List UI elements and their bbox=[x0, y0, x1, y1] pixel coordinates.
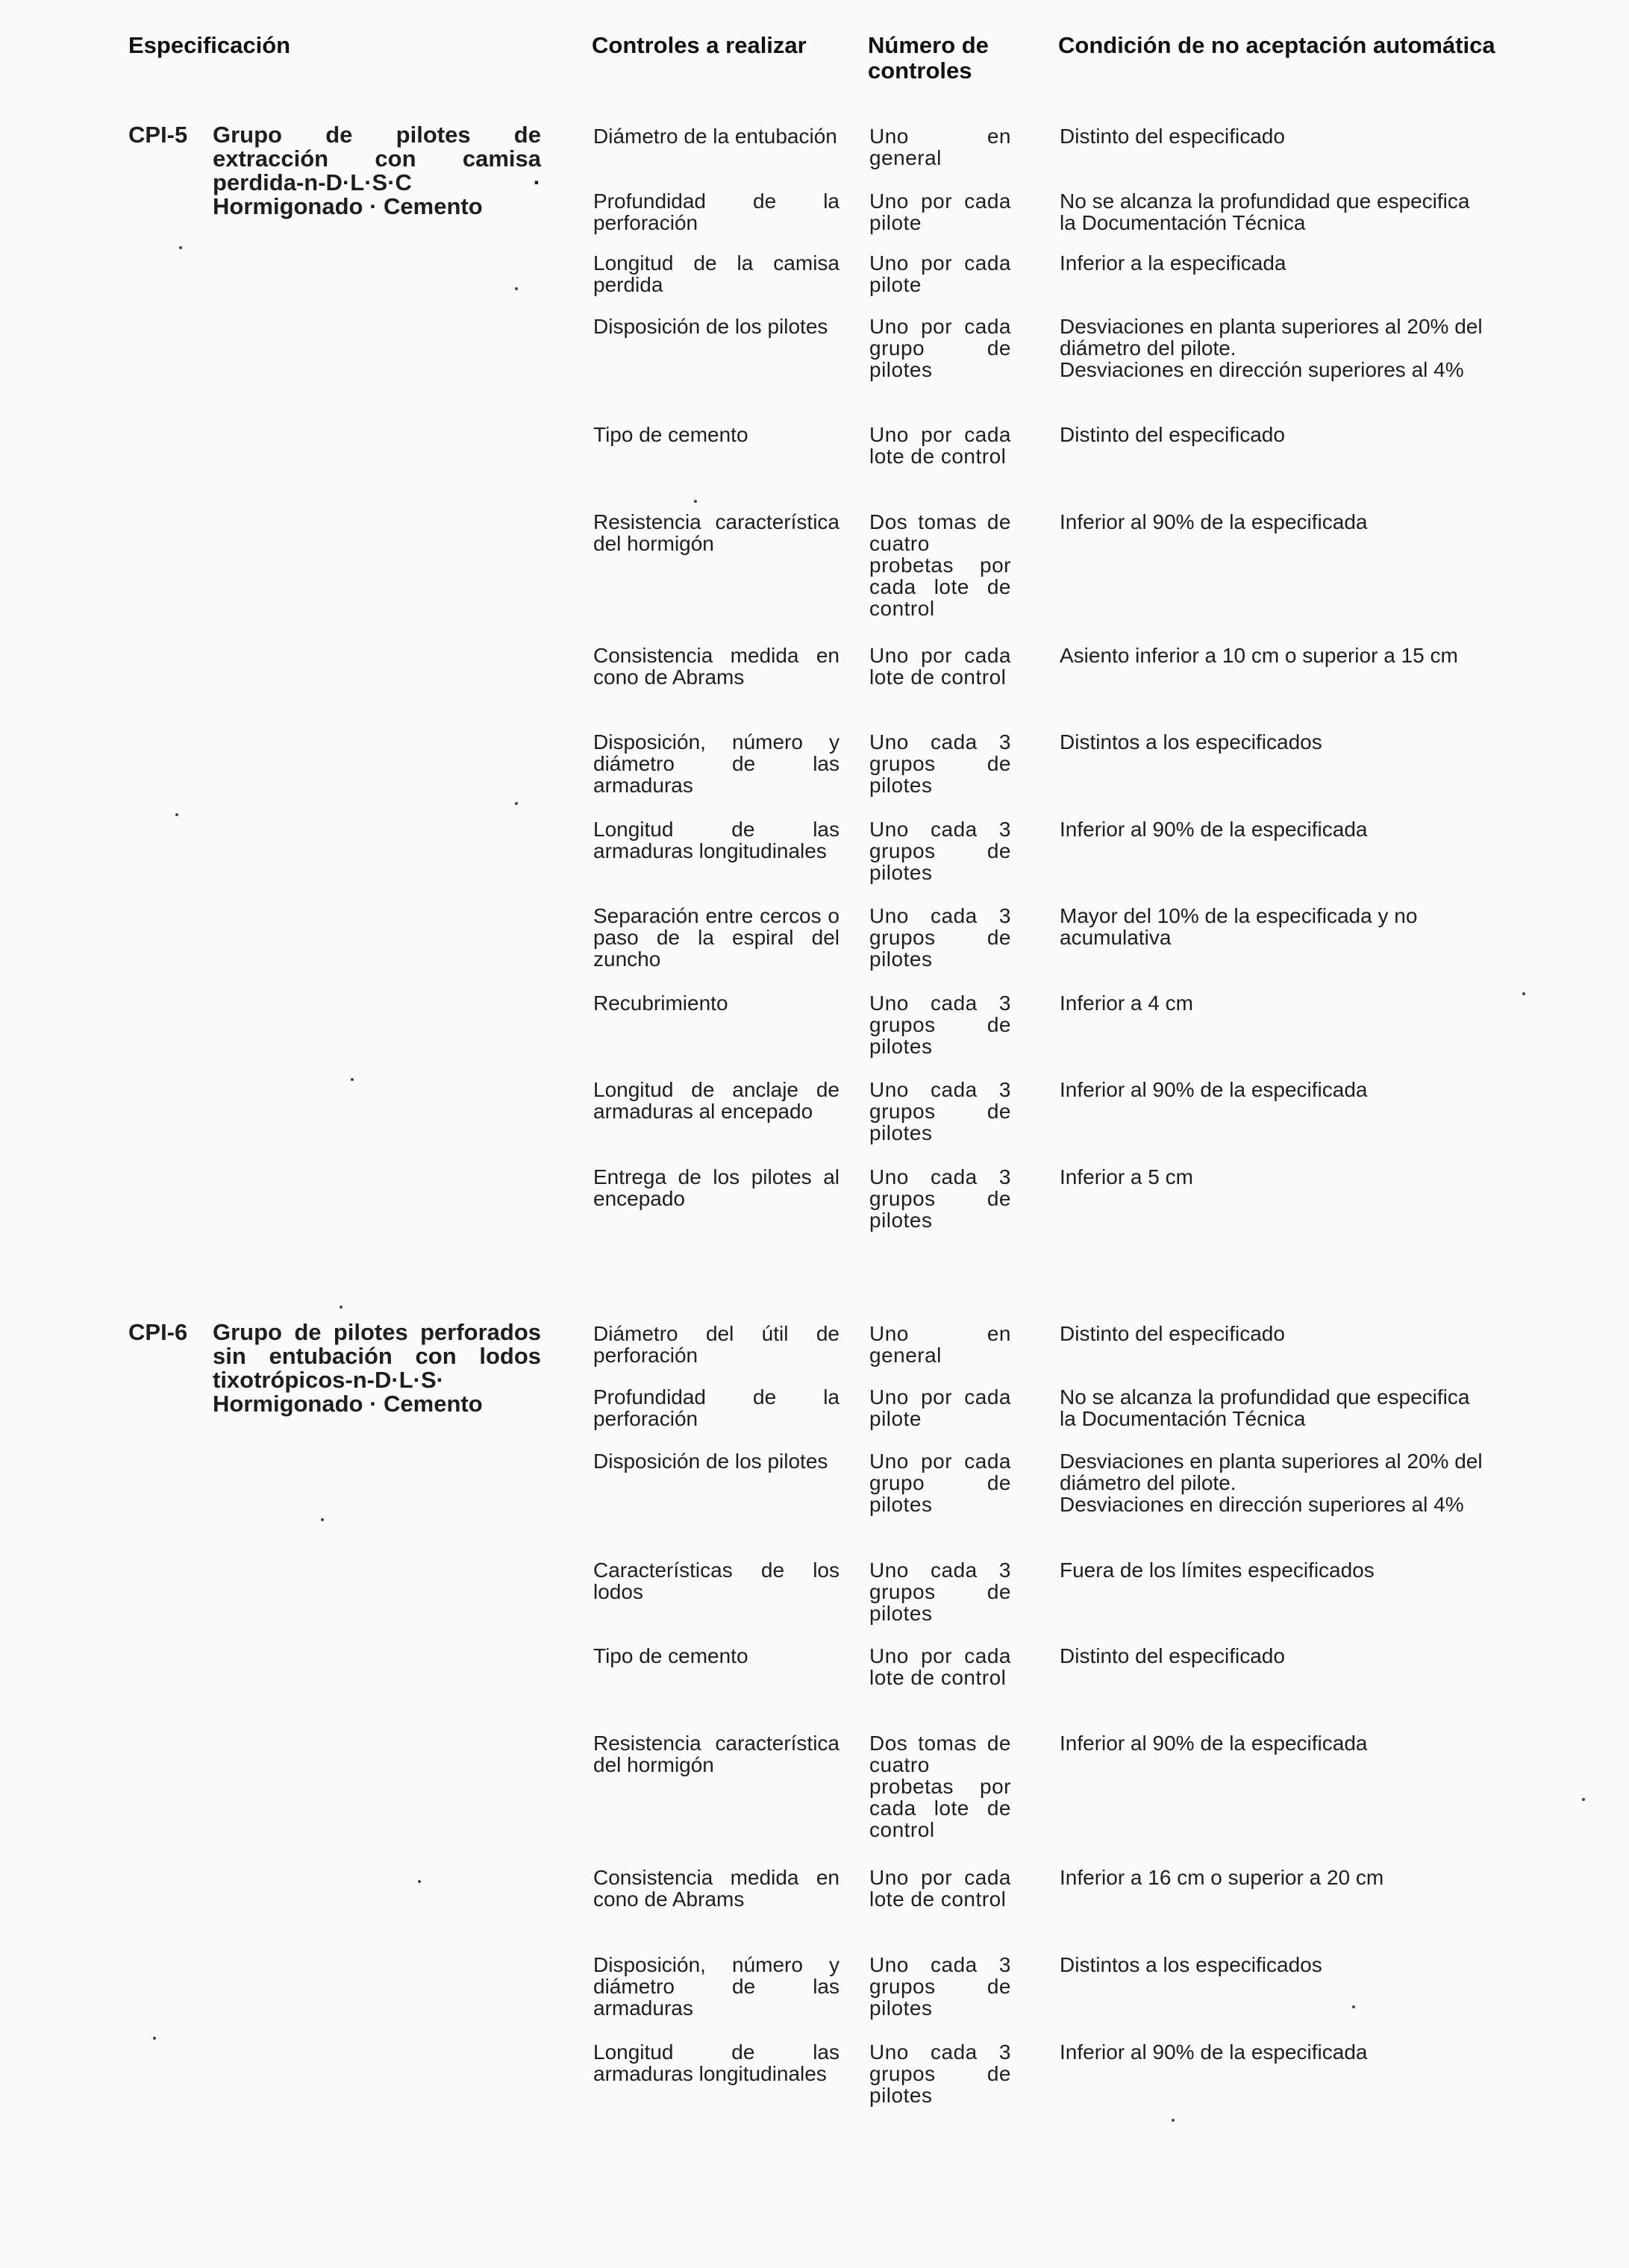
condition-cell: Inferior al 90% de la especificada bbox=[1060, 818, 1368, 841]
control-cell: Longitud de las armaduras longitudinales bbox=[593, 818, 839, 862]
scan-speck bbox=[351, 1078, 354, 1081]
spec-code: CPI-5 bbox=[128, 122, 188, 148]
condition-cell: Mayor del 10% de la especificada y no acumulativa bbox=[1060, 904, 1418, 949]
number-cell: Uno por cada grupo de pilotes bbox=[869, 315, 1011, 381]
number-cell: Uno por cada pilote bbox=[869, 1385, 1011, 1430]
control-cell: Resistencia característica del hormigón bbox=[593, 1732, 839, 1776]
scan-speck bbox=[418, 1880, 421, 1883]
control-cell: Longitud de las armaduras longitudinales bbox=[593, 2040, 839, 2085]
condition-cell: Asiento inferior a 10 cm o superior a 15 cm bbox=[1060, 644, 1458, 667]
scan-speck bbox=[694, 500, 697, 503]
control-cell: Longitud de la camisa perdida bbox=[593, 251, 839, 296]
scan-speck bbox=[1172, 2119, 1175, 2122]
number-cell: Uno cada 3 grupos de pilotes bbox=[869, 1165, 1011, 1232]
number-cell: Uno por cada lote de control bbox=[869, 1644, 1011, 1689]
condition-cell: Distintos a los especificados bbox=[1060, 1953, 1322, 1976]
number-cell: Dos tomas de cuatro probetas por cada lote de control bbox=[869, 1732, 1011, 1841]
spec-code: CPI-6 bbox=[128, 1319, 188, 1345]
control-cell: Consistencia medida en cono de Abrams bbox=[593, 644, 839, 689]
control-cell: Recubrimiento bbox=[593, 992, 728, 1015]
condition-cell: Distinto del especificado bbox=[1060, 423, 1285, 446]
condition-cell: No se alcanza la profundidad que especifica la Documentación Técnica bbox=[1060, 1385, 1470, 1430]
scan-speck bbox=[179, 246, 182, 249]
header-condition: Condición de no aceptación automática bbox=[1058, 32, 1495, 58]
condition-cell: No se alcanza la profundidad que especifica la Documentación Técnica bbox=[1060, 189, 1470, 234]
condition-cell: Inferior al 90% de la especificada bbox=[1060, 510, 1368, 533]
condition-cell: Desviaciones en planta superiores al 20% del diámetro del pilote. Desviaciones en dirección superiores al 4% bbox=[1060, 1450, 1483, 1516]
condition-cell: Inferior a 16 cm o superior a 20 cm bbox=[1060, 1866, 1384, 1889]
number-cell: Uno cada 3 grupos de pilotes bbox=[869, 818, 1011, 884]
number-cell: Uno por cada lote de control bbox=[869, 644, 1011, 689]
number-cell: Uno cada 3 grupos de pilotes bbox=[869, 730, 1011, 797]
condition-cell: Inferior al 90% de la especificada bbox=[1060, 1078, 1368, 1101]
number-cell: Uno en general bbox=[869, 125, 1011, 169]
control-cell: Consistencia medida en cono de Abrams bbox=[593, 1866, 839, 1911]
number-cell: Uno por cada pilote bbox=[869, 189, 1011, 234]
number-cell: Uno en general bbox=[869, 1322, 1011, 1367]
control-cell: Tipo de cemento bbox=[593, 423, 748, 446]
number-cell: Uno cada 3 grupos de pilotes bbox=[869, 904, 1011, 971]
scan-speck bbox=[1522, 992, 1525, 995]
control-cell: Tipo de cemento bbox=[593, 1644, 748, 1667]
number-cell: Uno cada 3 grupos de pilotes bbox=[869, 1559, 1011, 1625]
control-cell: Separación entre cercos o paso de la espiral del zuncho bbox=[593, 904, 839, 971]
number-cell: Dos tomas de cuatro probetas por cada lote de control bbox=[869, 510, 1011, 620]
number-cell: Uno cada 3 grupos de pilotes bbox=[869, 2040, 1011, 2107]
number-cell: Uno cada 3 grupos de pilotes bbox=[869, 1953, 1011, 2020]
control-cell: Características de los lodos bbox=[593, 1559, 839, 1603]
control-cell: Profundidad de la perforación bbox=[593, 1385, 839, 1430]
control-cell: Disposición, número y diámetro de las armaduras bbox=[593, 1953, 839, 2020]
control-cell: Disposición de los pilotes bbox=[593, 1450, 828, 1473]
scan-speck bbox=[321, 1518, 324, 1521]
scan-speck bbox=[515, 802, 518, 805]
condition-cell: Inferior al 90% de la especificada bbox=[1060, 1732, 1368, 1755]
condition-cell: Distinto del especificado bbox=[1060, 1644, 1285, 1667]
control-cell: Diámetro del útil de perforación bbox=[593, 1322, 839, 1367]
scan-speck bbox=[1352, 2005, 1355, 2008]
control-cell: Profundidad de la perforación bbox=[593, 189, 839, 234]
control-cell: Entrega de los pilotes al encepado bbox=[593, 1165, 839, 1210]
scan-speck bbox=[175, 813, 178, 816]
spec-title: Grupo de pilotes perforados sin entubación con lodos tixotrópicos-n-D·L·S· Hormigonado · Cemento bbox=[213, 1319, 541, 1417]
control-cell: Disposición de los pilotes bbox=[593, 315, 828, 338]
control-cell: Disposición, número y diámetro de las armaduras bbox=[593, 730, 839, 797]
scan-speck bbox=[153, 2037, 156, 2040]
scan-speck bbox=[1582, 1798, 1585, 1801]
number-cell: Uno por cada grupo de pilotes bbox=[869, 1450, 1011, 1516]
condition-cell: Inferior a la especificada bbox=[1060, 251, 1286, 275]
spec-title: Grupo de pilotes de extracción con camisa perdida-n-D·L·S·C · Hormigonado · Cemento bbox=[213, 122, 541, 219]
header-number: Número de controles bbox=[868, 32, 989, 84]
control-cell: Resistencia característica del hormigón bbox=[593, 510, 839, 555]
control-cell: Longitud de anclaje de armaduras al encepado bbox=[593, 1078, 839, 1123]
control-cell: Diámetro de la entubación bbox=[593, 125, 837, 148]
number-cell: Uno por cada lote de control bbox=[869, 1866, 1011, 1911]
header-specification: Especificación bbox=[128, 32, 291, 58]
condition-cell: Inferior a 5 cm bbox=[1060, 1165, 1193, 1188]
scan-speck bbox=[340, 1306, 343, 1309]
number-cell: Uno cada 3 grupos de pilotes bbox=[869, 992, 1011, 1058]
condition-cell: Distintos a los especificados bbox=[1060, 730, 1322, 754]
condition-cell: Inferior al 90% de la especificada bbox=[1060, 2040, 1368, 2064]
scan-speck bbox=[515, 287, 518, 290]
header-controls: Controles a realizar bbox=[592, 32, 807, 58]
condition-cell: Distinto del especificado bbox=[1060, 1322, 1285, 1345]
number-cell: Uno por cada pilote bbox=[869, 251, 1011, 296]
condition-cell: Inferior a 4 cm bbox=[1060, 992, 1193, 1015]
condition-cell: Distinto del especificado bbox=[1060, 125, 1285, 148]
number-cell: Uno por cada lote de control bbox=[869, 423, 1011, 468]
number-cell: Uno cada 3 grupos de pilotes bbox=[869, 1078, 1011, 1144]
condition-cell: Fuera de los límites especificados bbox=[1060, 1559, 1375, 1582]
condition-cell: Desviaciones en planta superiores al 20% del diámetro del pilote. Desviaciones en dirección superiores al 4% bbox=[1060, 315, 1483, 381]
